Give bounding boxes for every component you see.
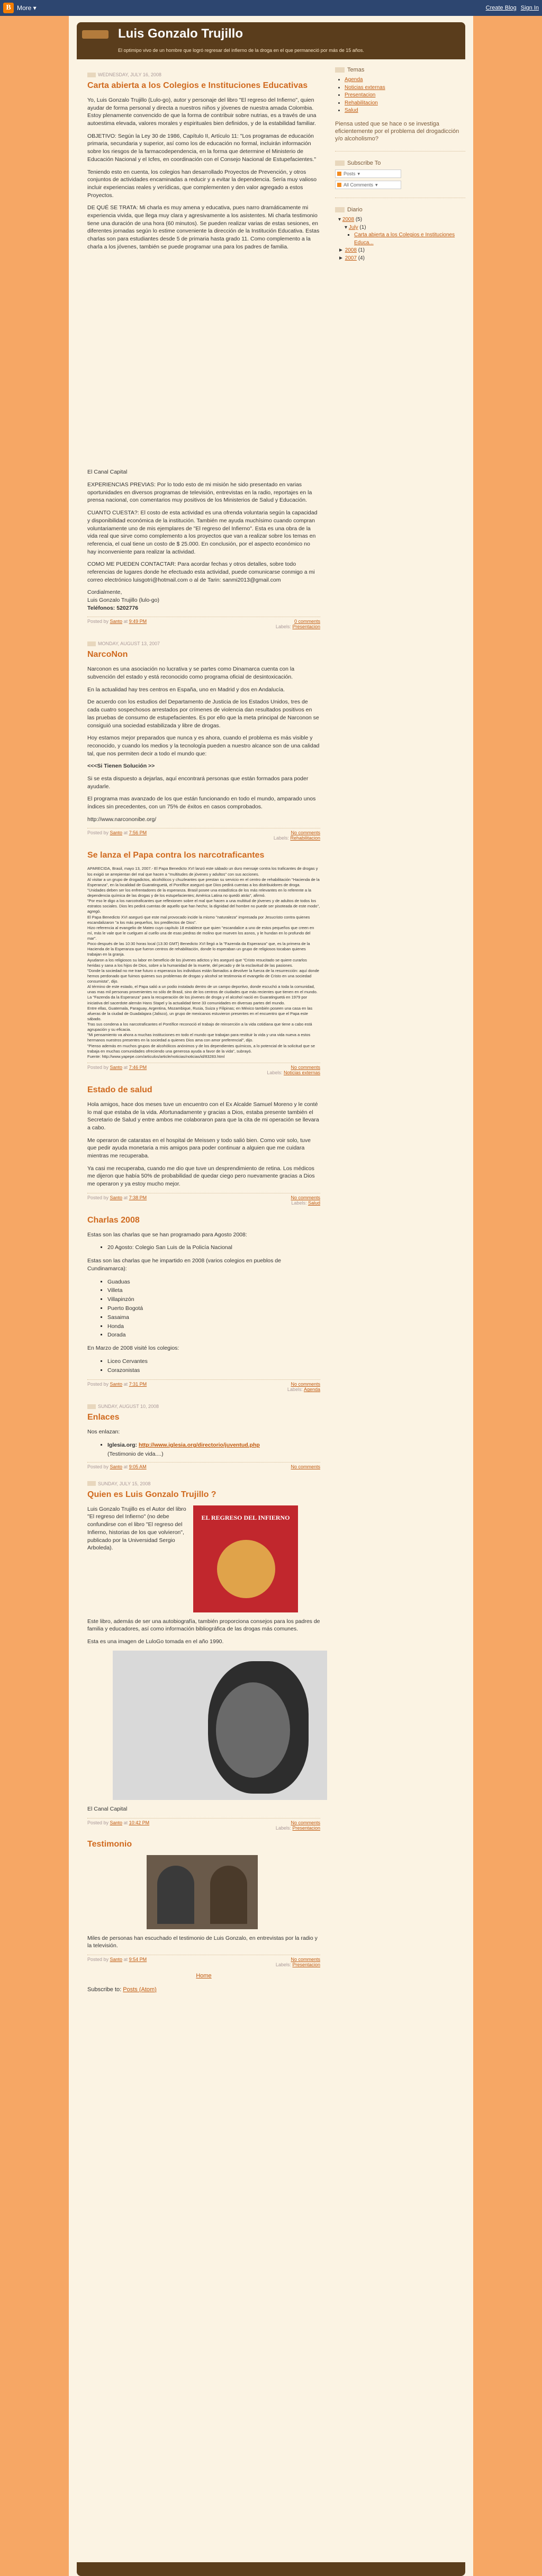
author-link[interactable]: Santo xyxy=(110,1381,123,1387)
archive-link[interactable]: July xyxy=(348,224,358,230)
links-list xyxy=(87,1441,320,1459)
post-footer: Posted by Santo at 7:46 PM No comments Labels: Noticias externas xyxy=(87,1063,320,1075)
post-paragraph: Hoy estamos mejor preparados que nunca y es ahora, cuando el problema es más visible y reconocido, y cuando los medios y la tecnología pueden a nuestro alcance son de una calidad tal, que nos permiten decir a todo el mundo que: xyxy=(87,735,320,757)
post-paragraph: "Unidades deben ser los enfrentadores de la esperanza. Brasil posee una estadística de los más relevantes en lo referente a la dependencia química de las drogas y de los estupefacientes; América Latina no quedó atrás", afirmó. xyxy=(87,887,311,898)
blogger-navbar xyxy=(0,0,542,16)
post-paragraph: Ya casi me recuperaba, cuando me dio que tuve un desprendimiento de retina. Los médicos me dijeron que había 50% de probabilidad de quedar ciego pero nuevamente gracias a Dios me operaron y ya estoy mucho mejor. xyxy=(87,1165,315,1188)
post-paragraph: De acuerdo con los estudios del Departamento de Justicia de los Estados Unidos, tres de cada cuatro sospechosos arrestados por crímenes de violencia dan resultados positivos en las pruebas de consumo de estupefacientes. Es por ello que la meta principal de Narconon se consiguió una sociedad estabilizada y libre de drogas. xyxy=(87,699,319,729)
book-cover-image[interactable] xyxy=(193,1505,298,1612)
post-body xyxy=(87,1855,320,1950)
post-paragraph: Teléfonos: 5202776 xyxy=(87,604,139,611)
tema-link[interactable]: Rehabilitacion xyxy=(345,100,378,106)
blog-title[interactable]: Luis Gonzalo Trujillo xyxy=(118,26,243,41)
sidebar xyxy=(326,59,465,1993)
post-footer: Posted by Santo at 9:49 PM 0 comments Labels: Presentacion xyxy=(87,617,320,629)
photo-caption: El Canal Capital xyxy=(87,1805,128,1812)
date-header: WEDNESDAY, JULY 16, 2008 xyxy=(87,72,320,77)
post-paragraph: Entre ellas, Guatemala, Paraguay, Argentina, Mozambique, Rusia, Suiza y Filipinas; en México también poseen una casa en las afueras de la ciudad de Guadalajara (Jalisco), un grupo de mexicanos estuvieron presentes en el encuentro que el Papa este sábado. xyxy=(87,1005,313,1021)
page-wrapper xyxy=(69,16,473,2576)
feed-posts[interactable]: Posts ▾ xyxy=(335,170,465,178)
author-link[interactable]: Santo xyxy=(110,1064,123,1070)
post-title[interactable]: NarcoNon xyxy=(87,650,128,659)
post-paragraph: Yo, Luis Gonzalo Trujillo (Lulo-go), autor y personaje del libro "El regreso del Infierno", quien ayudar de forma personal y directa a nuestros niños y jóvenes de nuestra amada Colombia. Estoy plenamente convencido de que la forma de contribuir sobre nutrias, es a través de una autoestima elevada, valores morales y espirituales bien definidos, y de la estabilidad familiar. xyxy=(87,97,317,127)
post-paragraph: Al visitar a un grupo de drogadictos, alcohólicos y chuzleantes que prestan su servicio en el centro de rehabilitación "Hacienda de la Esperanza", en la localidad de Guaratinguetá, el Pontífice aseguró que Dios pedirá cuentas a los distribuidores de droga. xyxy=(87,877,320,887)
heading-bullet-icon xyxy=(335,207,345,212)
post-body xyxy=(87,1231,320,1375)
comments-link[interactable]: No comments xyxy=(291,1381,320,1387)
comments-link[interactable]: No comments xyxy=(291,830,320,836)
post-paragraph: "Pienso además en muchos grupos de alcohólicos anónimos y de los dependientes químicos, a lo potencial de la solicitud que se trabaja en muchas comunidades ofreciendo una generosa ayuda a favor de la vida", subrayó. xyxy=(87,1043,315,1054)
blog-header xyxy=(77,22,465,59)
post-paragraph: El Papa Benedicto XVI aseguró que este mal provocado incide la mismo "naturaleza" impresada por Jesucristo contra quienes escandalizaron "a los más pequeños, los predilectos de Dios". xyxy=(87,914,310,925)
photo-face xyxy=(216,1682,290,1778)
list-item: ▪ Liceo Cervantes xyxy=(107,1357,320,1366)
post-footer: Posted by Santo at 9:05 AM No comments xyxy=(87,1462,320,1469)
comments-link[interactable]: No comments xyxy=(291,1064,320,1070)
list-item: ▪ 20 Agosto: Colegio San Luis de la Policía Nacional xyxy=(107,1243,320,1252)
list-item: ▪ Puerto Bogotá xyxy=(107,1304,320,1313)
heading-bullet-icon xyxy=(335,67,345,73)
list-item xyxy=(345,84,465,92)
tema-link[interactable]: Presentacion xyxy=(345,92,376,98)
tema-link[interactable]: Noticias externas xyxy=(345,84,385,91)
temas-list xyxy=(335,76,465,115)
post-footer: Posted by Santo at 10:42 PM No comments Labels: Presentacion xyxy=(87,1818,320,1831)
rss-icon xyxy=(337,183,341,187)
list-item: ▪ Corazonistas xyxy=(107,1366,320,1375)
sidebar-heading-archive: Diario xyxy=(335,207,465,213)
label-link[interactable]: Rehabilitacion xyxy=(290,835,320,841)
label-link[interactable]: Presentacion xyxy=(292,1825,320,1831)
post-footer: Posted by Santo at 7:38 PM No comments Labels: Salud xyxy=(87,1193,320,1206)
post-title[interactable]: Charlas 2008 xyxy=(87,1215,140,1225)
list-item xyxy=(345,76,465,84)
post-paragraph: Al término de este estado, el Papa salió a un podio instalado dentro de un campo deportivo, donde escuchó a toda la comunidad, unas mas mil personas provenientes no sólo de Brasil, sino de los centros de ciudades que más recientes que tienen en el mundo. xyxy=(87,984,318,995)
blogger-logo-icon[interactable]: B xyxy=(3,3,14,13)
timestamp-link[interactable]: 7:56 PM xyxy=(129,830,147,836)
more-menu[interactable]: More ▾ xyxy=(17,4,37,12)
sidebar-heading-subscribe: Subscribe To xyxy=(335,160,465,166)
post-paragraph: OBJETIVO: Según la Ley 30 de 1986, Capítulo II, Artículo 11: "Los programas de educación primaria, secundaria y superior, así como los de educación no formal, incluirán información sobre los riesgos de la farmacodependencia, en la forma que determine el Ministerio de Educación Nacional y el Icfes, en coordinación con el Consejo Nacional de Estupefacientes." xyxy=(87,132,317,163)
timestamp-link[interactable]: 7:38 PM xyxy=(129,1195,147,1200)
link-note: (Testimonio de vida....) xyxy=(107,1450,164,1457)
post-paragraph: La "Fazenda da la Esperanza" para la recuperación de los jóvenes de droga y el alcohol nació en Guaratinguetá en 1979 por iniciativa del sacerdote alemán Hans Stapel y la actualidad tiene 33 comunidades en diversas partes del mundo. xyxy=(87,995,308,1005)
post-footer: Posted by Santo at 7:31 PM No comments Labels: Agenda xyxy=(87,1379,320,1392)
label-link[interactable]: Presentacion xyxy=(292,624,320,630)
person-right xyxy=(210,1866,247,1924)
timestamp-link[interactable]: 9:05 AM xyxy=(129,1464,147,1469)
list-item: ▪ Villapinzón xyxy=(107,1295,320,1304)
archive-year[interactable]: ▾ 2008 (5) ▾ July (1) ▪ Carta abierta a los Colegios e Instituciones Educa... xyxy=(338,216,465,247)
lulogo-photo[interactable] xyxy=(113,1651,327,1800)
feed-comments[interactable]: All Comments ▾ xyxy=(335,181,465,189)
archive-month[interactable]: ▾ July (1) ▪ Carta abierta a los Colegios e Instituciones Educa... xyxy=(345,224,465,247)
post-paragraph: Estas son las charlas que se han programado para Agosto 2008: xyxy=(87,1231,247,1238)
post-paragraph: "Mi pensamiento va ahora a muchas instituciones en todo el mundo que trabajan para restituir la vida y una vida nueva a estos hermanos nuestros presentes en la sociedad a quienes Dios ama con amor preferencial", dijo. xyxy=(87,1032,311,1043)
iglesia-link[interactable]: http://www.iglesia.org/directorio/juventud.php xyxy=(138,1442,260,1449)
date-header: MONDAY, AUGUST 13, 2007 xyxy=(87,641,320,646)
post-paragraph: Narconon es una asociación no lucrativa y se partes como Dinamarca cuenta con la subvención del estado y está reconocido como programa oficial de desintoxicación. xyxy=(87,666,295,681)
comments-link[interactable]: 0 comments xyxy=(294,619,320,625)
post-title[interactable]: Carta abierta a los Colegios e Instituciones Educativas xyxy=(87,81,308,90)
header-tab xyxy=(82,30,109,39)
post-paragraph: "Donde la sociedad no me trae futuro o esperanza los individuos están llamados a devolver la fuerza de la resurrección: aquí donde hemos perdonado que fuimos quienes sus problemas de drogas y alcohol se testimonia el evangelio de Cristo en una sociedad consumista", dijo. xyxy=(87,968,319,984)
list-item xyxy=(345,107,465,115)
subscribe-line xyxy=(87,1986,320,1993)
posts-atom-link[interactable]: Posts (Atom) xyxy=(123,1986,157,1993)
author-link[interactable]: Santo xyxy=(110,830,123,836)
embedded-video-area[interactable] xyxy=(87,255,320,468)
timestamp-link[interactable]: 7:31 PM xyxy=(129,1381,147,1387)
timestamp-link[interactable]: 9:49 PM xyxy=(129,619,147,625)
blog-description: El optimipo vivo de un hombre que logró regresar del infierno de la droga en el que permaneció por más de 15 años. xyxy=(118,48,364,53)
post-body xyxy=(87,1505,320,1813)
post-paragraph: Cordialmente, xyxy=(87,589,122,596)
post-paragraph: El Canal Capital xyxy=(87,469,128,476)
label-link[interactable]: Noticias externas xyxy=(283,1069,320,1075)
comments-link[interactable]: No comments xyxy=(291,1464,320,1469)
home-nav xyxy=(87,1973,320,1979)
post-body xyxy=(87,1428,320,1458)
post-paragraph: En la actualidad hay tres centros en España, uno en Madrid y dos en Andalucía. xyxy=(87,686,285,693)
post-paragraph: Este libro, además de ser una autobiografía, también proporciona consejos para los padres de familia y educadores, así como información bibliográfica de las drogas más comunes. xyxy=(87,1618,320,1633)
date-bullet-icon xyxy=(87,641,96,646)
timestamp-link[interactable]: 7:46 PM xyxy=(129,1064,147,1070)
date-bullet-icon xyxy=(87,73,96,77)
post-title[interactable]: Se lanza el Papa contra los narcotraficantes xyxy=(87,851,265,860)
archive-link[interactable]: 2008 xyxy=(345,247,357,254)
archive-post[interactable] xyxy=(354,231,465,247)
date-header: SUNDAY, JULY 15, 2008 xyxy=(87,1481,320,1486)
list-item: ▪ Villeta xyxy=(107,1286,320,1295)
list-item xyxy=(345,92,465,100)
post-body xyxy=(87,96,320,612)
author-link[interactable]: Santo xyxy=(110,1956,123,1962)
comments-link[interactable]: No comments xyxy=(291,1820,320,1825)
label-link[interactable]: Salud xyxy=(308,1200,320,1206)
testimonio-photo[interactable] xyxy=(147,1855,258,1929)
comments-link[interactable]: No comments xyxy=(291,1195,320,1200)
list-item: ▪ Honda xyxy=(107,1322,320,1331)
post-paragraph: Estas son las charlas que he impartido en 2008 (varios colegios en pueblos de Cundinamarca): xyxy=(87,1258,281,1272)
post-paragraph: Tras sus condena a los narcotraficantes el Pontífice reconoció el trabajo de reinserción a la vida cotidiana que tiene a cabo está agrupación y su eficacia. xyxy=(87,1022,312,1032)
date-bullet-icon xyxy=(87,1481,96,1486)
archive-link[interactable]: 2007 xyxy=(345,255,357,261)
schools-list xyxy=(87,1357,320,1375)
post-paragraph: Miles de personas han escuchado el testimonio de Luis Gonzalo, en entrevistas por la radio y la televisión. xyxy=(87,1935,318,1949)
label-link[interactable]: Agenda xyxy=(303,1387,320,1393)
post-paragraph: Hola amigos, hace dos meses tuve un encuentro con el Ex Alcalde Samuel Moreno y le conté lo mal que estaba de la vida. Afortunadamente y gracias a Dios, estaba presente también el Secretario de Salud y entre ambos me colaboraron para que la cita de mi operación se llevara a cabo. xyxy=(87,1101,319,1131)
archive-list xyxy=(335,216,465,262)
date-header: SUNDAY, AUGUST 10, 2008 xyxy=(87,1404,320,1409)
book-title: EL REGRESO DEL INFIERNO xyxy=(201,1513,290,1521)
footer-band xyxy=(77,2562,465,2576)
heading-bullet-icon xyxy=(335,161,345,166)
list-item: ▪ Sasaima xyxy=(107,1313,320,1322)
list-item xyxy=(107,1441,320,1459)
post-paragraph: Luis Gonzalo Trujillo es el Autor del libro "El regreso del Infierno" (no debe confundirse con el libro "El regreso del Infierno, historias de los que volvieron", publicado por la Universidad Sergio Arboleda). xyxy=(87,1505,186,1552)
post-title[interactable]: Quien es Luis Gonzalo Trujillo ? xyxy=(87,1490,216,1499)
post-title[interactable]: Testimonio xyxy=(87,1839,132,1849)
archive-year[interactable]: ► 2008 (1) xyxy=(338,247,365,254)
post-paragraph: APARECIDA, Brasil, mayo 13, 2007.- El Papa Benedicto XVI lanzó este sábado un duro mensaje contra los traficantes de drogas y los exigió se arrepientan del mal que hacen a "multitudes de jóvenes y adultos" con sus acciones. xyxy=(87,866,318,877)
poll-question: Piensa usted que se hace o se investiga eficientemente por el problema del drogadicción y/o alcoholismo? xyxy=(335,120,459,142)
author-link[interactable]: Santo xyxy=(110,619,123,625)
post-paragraph: Esta es una imagen de LuloGo tomada en el año 1990. xyxy=(87,1638,224,1645)
post-title[interactable]: Enlaces xyxy=(87,1413,120,1422)
main-column xyxy=(77,59,326,1993)
post-footer: Posted by Santo at 7:56 PM No comments Labels: Rehabilitacion xyxy=(87,828,320,841)
archive-link[interactable]: 2008 xyxy=(342,217,355,223)
external-link[interactable]: http://www.narcononibe.org/ xyxy=(87,816,157,823)
list-item: ▪ Dorada xyxy=(107,1331,320,1340)
comments-link[interactable]: No comments xyxy=(291,1956,320,1962)
post-paragraph: Si se esta dispuesto a dejarlas, aquí encontrará personas que están formados para poder ayudarle. xyxy=(87,775,309,790)
link-name: Iglesia.org: xyxy=(107,1442,138,1449)
post-body xyxy=(87,1101,320,1188)
post-paragraph: Teniendo esto en cuenta, los colegios han desarrollado Proyectos de Prevención, y otros conjuntos de actividades encaminadas a reducir y a evitar la dependencia. Sería muy valioso incluir experiencias reales y verídicas, que complementen y den valor agregado a estos Proyectos. xyxy=(87,168,317,199)
list-item: ▪ Guaduas xyxy=(107,1278,320,1287)
post-title[interactable]: Estado de salud xyxy=(87,1085,152,1094)
post-paragraph: Hizo referencia al evangelio de Mateo cuyo capítulo 18 establece que quien "escandalice a uno de estos pequeños que creen en mí, más le vale que le cuelguen al cuello una de esas piedras de molino que mueven los asnos, y le hundan en lo profundo del mar". xyxy=(87,925,314,941)
towns-list xyxy=(87,1278,320,1340)
charla-list xyxy=(87,1243,320,1252)
archive-year[interactable]: ► 2007 (4) xyxy=(338,255,365,261)
timestamp-link[interactable]: 10:42 PM xyxy=(129,1820,150,1825)
archive-post-link[interactable]: Carta abierta a los Colegios e Instituciones Educa... xyxy=(354,232,455,246)
post-paragraph: El programa mas avanzado de los que están funcionando en todo el mundo, amparado unos índices sin precedentes, con un 75% de éxitos en casos comprobados. xyxy=(87,796,316,810)
author-link[interactable]: Santo xyxy=(110,1195,123,1200)
post-paragraph: Nos enlazan: xyxy=(87,1429,120,1436)
post-paragraph: Fuente: http://www.yapepe.com/articulos/article/noticias/noticias/id/83283.html xyxy=(87,1054,225,1059)
post-paragraph: COMO ME PUEDEN CONTACTAR: Para acordar fechas y otros detalles, sobre todo referencias de lugares donde he efectuado esta actividad, puede comunicarse conmigo a mi correo electrónico luisgotri@hotmail.com o al de Tarin: sanmi2013@gmail.com xyxy=(87,561,315,583)
post-paragraph: "Por eso le digo a los narcotraficantes que reflexionen sobre el mal que hacen a una multitud de jóvenes y de adultos de todos los estratos sociales. Dios les pedirá cuentas de aquello que han hecho; la dignidad del hombre no puede ser pisoteada de este modo", agregó. xyxy=(87,898,320,914)
post-body xyxy=(87,866,320,1059)
post-footer: Posted by Santo at 9:54 PM No comments Labels: Presentacion xyxy=(87,1955,320,1967)
date-bullet-icon xyxy=(87,1404,96,1409)
home-link[interactable]: Home xyxy=(196,1972,212,1979)
post-paragraph: Me operaron de cataratas en el hospital de Meissen y todo salió bien. Como voir solo, tuve que pedir ayuda monetaria a mis amigos para poder continuar a alguien que me cuidara mientras me recuperaba. xyxy=(87,1137,311,1159)
post-paragraph: EXPERIENCIAS PREVIAS: Por lo todo esto de mi misión he sido presentado en varias oportunidades en diversos programas de televisión, entrevistas en la radio, reportajes en la prensa nacional, con comentarios muy positivos de los Ministerios de Salud y Educación. xyxy=(87,482,312,504)
list-item xyxy=(345,100,465,108)
author-link[interactable]: Santo xyxy=(110,1464,123,1469)
sign-in-link[interactable]: Sign In xyxy=(520,5,539,11)
post-paragraph: Ayudaron a los religiosos su labor en beneficio de los jóvenes adictos y les aseguró que "Cristo resucitado se quiere curarlos heridas y sana a los hijos de Dios, sobre a la humanidad de la muerte, del pecado y de la esclavitud de las pasiones. xyxy=(87,957,307,968)
post-body xyxy=(87,665,320,823)
post-paragraph: Poco después de las 10:30 horas local (13:30 GMT) Benedicto XVI llegó a la "Fazenda da Esperanza" que, es la primera de la Hacienda de la Esperanza que fueron centros de rehabilitación, donde lo esperaban un grupo de religiosos tocaban quienes trabajan en la granja. xyxy=(87,941,310,957)
label-link[interactable]: Presentacion xyxy=(292,1962,320,1967)
person-left xyxy=(157,1866,194,1924)
book-cover-art xyxy=(217,1540,275,1598)
tema-link[interactable]: Agenda xyxy=(345,77,363,83)
subscribe-label: Subscribe to: xyxy=(87,1986,122,1993)
sidebar-heading-temas: Temas xyxy=(335,67,465,73)
post-paragraph: DE QUÉ SE TRATA: Mi charla es muy amena y educativa, pues narro dramáticamente mi experiencia vivida, que llega muy clara y agresivamente a los asistentes. Mi charla testimonio tiene una duración de una hora (60 minutos). Se pueden realizar varias de estas sesiones, en diferentes jornadas según lo estime conveniente la dirección de la Institución Educativa. Estas charlas son para estudiantes desde 5 de primaria hasta grado 11. Como complemento a la charla a los jóvenes, también se puede programar una para los padres de familia. xyxy=(87,204,320,250)
create-blog-link[interactable]: Create Blog xyxy=(485,5,517,11)
timestamp-link[interactable]: 9:54 PM xyxy=(129,1956,147,1962)
post-paragraph: En Marzo de 2008 visité los colegios: xyxy=(87,1345,179,1352)
author-link[interactable]: Santo xyxy=(110,1820,123,1825)
post-paragraph: CUANTO CUESTA?: El costo de esta actividad es una ofrenda voluntaria según la capacidad y disponibilidad económica de la institución. También me ayuda muchísimo cuando compran voluntariamente uno de mis ejemplares de "El regreso del Infierno". Esta es una obra de la vida real que sirve como complemento a los proyectos que van a realizar sobre los temas en referencia, el cual tiene un costo de $ 25.000. En conclusión, por el aspecto económico no hay inconveniente para realizar la actividad. xyxy=(87,510,318,555)
rss-icon xyxy=(337,172,341,176)
tema-link[interactable]: Salud xyxy=(345,108,358,113)
post-paragraph: <<<Si Tienen Solución >> xyxy=(87,763,155,770)
post-paragraph: Luis Gonzalo Trujillo (lulo-go) xyxy=(87,597,159,603)
